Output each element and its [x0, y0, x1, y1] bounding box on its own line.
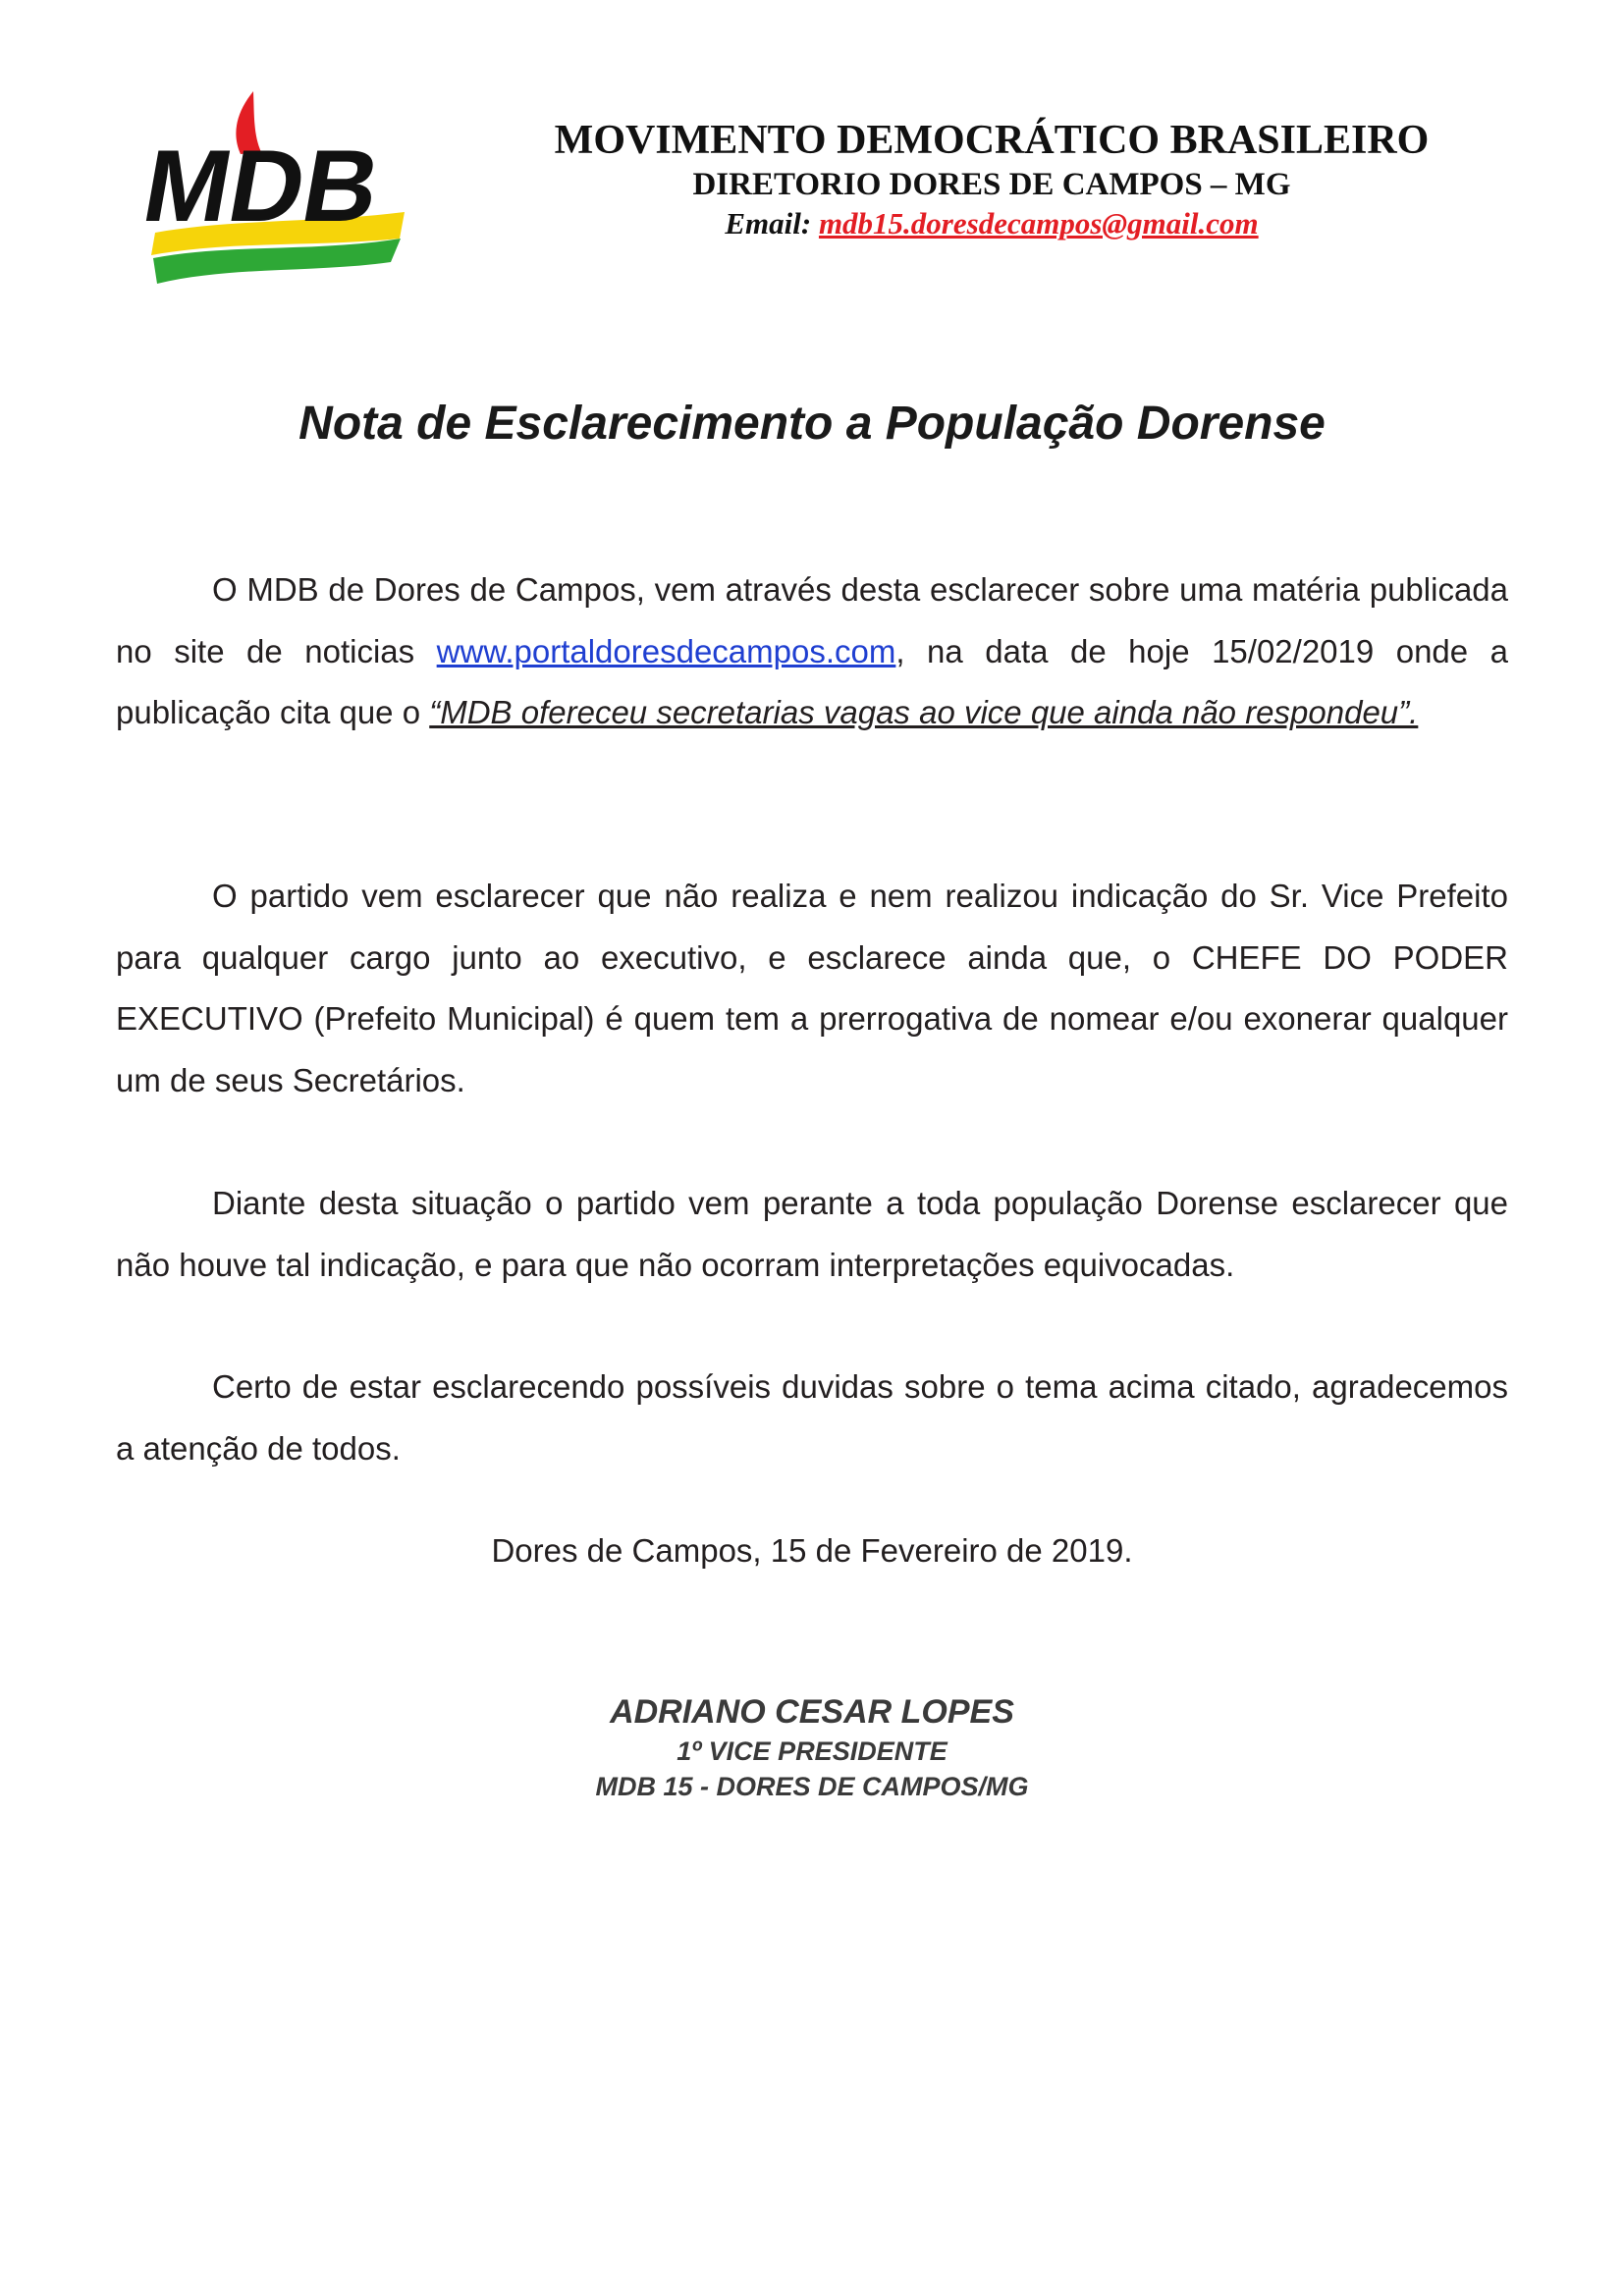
- email-label: Email:: [725, 206, 812, 240]
- document-title: Nota de Esclarecimento a População Dorense: [298, 398, 1326, 450]
- mdb-logo-graphic: [137, 83, 422, 285]
- paragraph-1-intro: O MDB de Dores de Campos, vem através desta esclarecer sobre uma matéria publicada no site de noticias: [116, 571, 1508, 669]
- signatory-role: 1º VICE PRESIDENTE: [677, 1736, 947, 1766]
- signatory-org: MDB 15 - DORES DE CAMPOS/MG: [595, 1772, 1029, 1801]
- paragraph-4: Certo de estar esclarecendo possíveis duvidas sobre o tema acima citado, agradecemos a atenção de todos.: [116, 1368, 1508, 1467]
- paragraph-2: O partido vem esclarecer que não realiza e nem realizou indicação do Sr. Vice Prefeito para qualquer cargo junto ao executivo, e esclarece ainda que, o CHEFE DO PODER EXECUTIVO (Prefeito Municipal) é quem tem a prerrogativa de nomear e/ou exonerar qualquer um de seus Secretários.: [116, 878, 1508, 1098]
- paragraph-1-middle: , na data de hoje 15/02/2019 onde a publicação cita que o: [116, 632, 1508, 730]
- email-link[interactable]: mdb15.doresdecampos@gmail.com: [818, 206, 1259, 240]
- logo-text: MDB: [137, 129, 389, 243]
- signatory-name: ADRIANO CESAR LOPES: [610, 1693, 1014, 1731]
- date-line: Dores de Campos, 15 de Fevereiro de 2019.: [491, 1532, 1133, 1569]
- paragraph-1: [116, 560, 1508, 744]
- letterhead: [491, 116, 1492, 243]
- email-line: [491, 204, 1492, 243]
- site-link[interactable]: www.portaldoresdecampos.com: [436, 632, 896, 669]
- quoted-headline: “MDB ofereceu secretarias vagas ao vice que ainda não respondeu”.: [429, 694, 1419, 730]
- directorate-name: DIRETORIO DORES DE CAMPOS – MG: [692, 167, 1291, 202]
- mdb-logo: [137, 83, 422, 285]
- paragraph-3: Diante desta situação o partido vem perante a toda população Dorense esclarecer que não houve tal indicação, e para que não ocorram interpretações equivocadas.: [116, 1185, 1508, 1283]
- organization-name: MOVIMENTO DEMOCRÁTICO BRASILEIRO: [554, 118, 1430, 163]
- signature-block: [0, 1690, 1624, 1804]
